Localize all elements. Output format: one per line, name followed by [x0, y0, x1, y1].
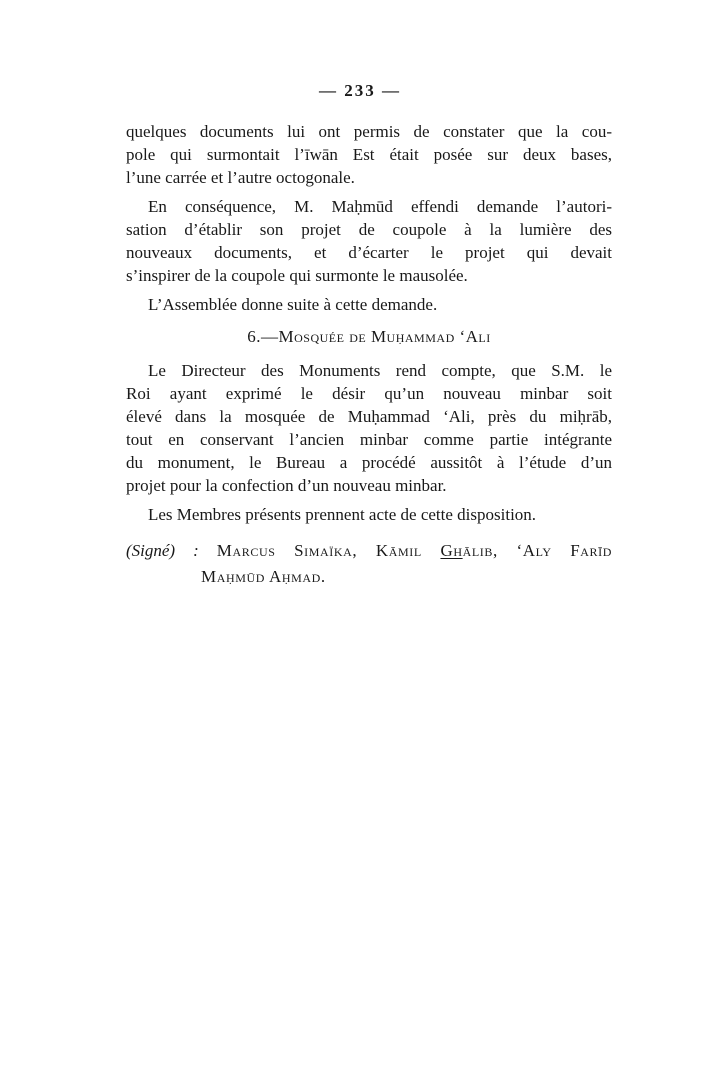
- paragraph: [126, 120, 612, 189]
- text-line: sation d’établir son projet de coupole à la lumière des: [126, 220, 612, 239]
- signatory-names: Marcus Simaïka, Kāmil Ghālib, ‘Aly Farīd: [216, 541, 612, 560]
- text-line: nouveaux documents, et d’écarter le projet qui devait: [126, 243, 612, 262]
- signature-block: [126, 539, 612, 588]
- text-line: Roi ayant exprimé le désir qu’un nouveau minbar soit: [126, 384, 612, 403]
- text-line: Les Membres présents prennent acte de cette disposition.: [148, 505, 537, 524]
- text-line: l’une carrée et l’autre octogonale.: [126, 168, 355, 187]
- text-line: En conséquence, M. Maḥmūd effendi demande l’autori-: [148, 197, 612, 216]
- page-content: [126, 120, 612, 588]
- signature-line-2: Maḥmūd Aḥmad.: [201, 567, 326, 586]
- text-line: du monument, le Bureau a procédé aussitôt à l’étude d’un: [126, 453, 612, 472]
- text-line: élevé dans la mosquée de Muḥammad ‘Ali, près du miḥrāb,: [126, 407, 612, 426]
- paragraph: [126, 293, 612, 316]
- text-line: s’inspirer de la coupole qui surmonte le mausolée.: [126, 266, 468, 285]
- paragraph: [126, 359, 612, 497]
- text-line: tout en conservant l’ancien minbar comme partie intégrante: [126, 430, 612, 449]
- signed-label: (Signé) :: [126, 541, 217, 560]
- signature-line-1: [126, 539, 612, 562]
- page-number: — 233 —: [319, 81, 401, 100]
- text-line: quelques documents lui ont permis de constater que la cou-: [126, 122, 612, 141]
- section-heading: 6.—Mosquée de Muḥammad ‘Ali: [247, 327, 491, 346]
- paragraph: [126, 195, 612, 287]
- text-line: projet pour la confection d’un nouveau minbar.: [126, 476, 447, 495]
- paragraph: [126, 503, 612, 526]
- text-line: L’Assemblée donne suite à cette demande.: [148, 295, 438, 314]
- text-line: pole qui surmontait l’īwān Est était posée sur deux bases,: [126, 145, 612, 164]
- text-line: Le Directeur des Monuments rend compte, que S.M. le: [148, 361, 612, 380]
